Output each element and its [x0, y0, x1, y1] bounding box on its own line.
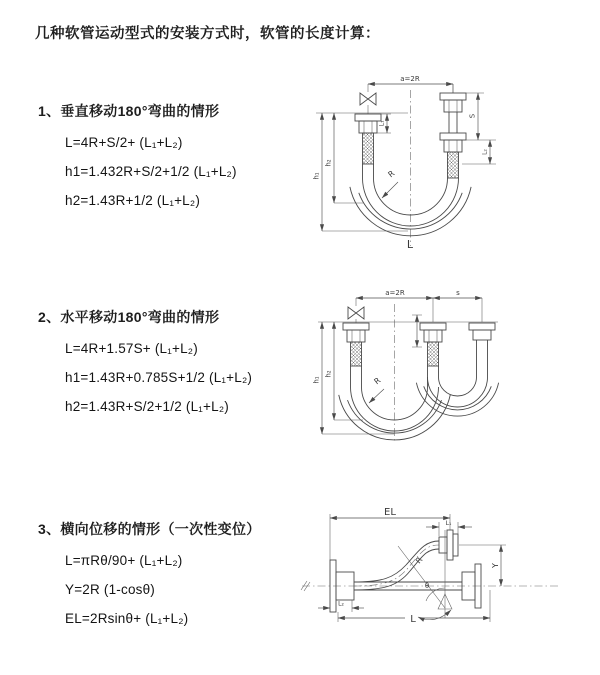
hose-fitting-left: [343, 323, 369, 366]
dim-label-l: L: [410, 614, 416, 625]
diagram-3-drawing: [298, 498, 600, 650]
formula-line: L=4R+1.57S+ (L₁+L₂): [65, 341, 198, 356]
section-2-heading: 2、水平移动180°弯曲的情形: [38, 309, 220, 325]
dim-label-h1: h₁: [312, 172, 321, 180]
valve-icon: [360, 93, 376, 114]
dim-label-h2: h₂: [324, 159, 333, 167]
diagram-lateral-displacement: [298, 498, 600, 650]
section-3-heading: 3、横向位移的情形（一次性变位）: [38, 521, 261, 537]
hose-fitting-left: [355, 114, 381, 178]
hose-fitting-middle: [420, 323, 446, 366]
formula-line: h1=1.43R+0.785S+1/2 (L₁+L₂): [65, 370, 253, 385]
section-1-heading: 1、垂直移动180°弯曲的情形: [38, 103, 220, 119]
dim-label-l2: L₂: [338, 600, 344, 608]
diagram-horizontal-180-bend: [308, 282, 540, 450]
radius-label: R: [386, 168, 397, 180]
dim-label-a2r: a=2R: [385, 289, 405, 297]
radius-label: R: [413, 555, 425, 566]
formula-line: L=πRθ/90+ (L₁+L₂): [65, 553, 183, 568]
dim-label-a2r: a=2R: [400, 75, 420, 83]
formula-line: L=4R+S/2+ (L₁+L₂): [65, 135, 183, 150]
section-horizontal-180: [38, 307, 252, 421]
radius-label: R: [372, 375, 383, 387]
section-2-formulas: [65, 334, 252, 421]
dim-label-h1: h₁: [312, 376, 321, 384]
diagram-vertical-180-bend: [308, 68, 600, 268]
formula-line: h2=1.43R+S/2+1/2 (L₁+L₂): [65, 399, 229, 414]
dim-label-l1: L₁: [378, 120, 386, 127]
formula-line: EL=2Rsinθ+ (L₁+L₂): [65, 611, 189, 626]
dim-label-s: s: [456, 289, 460, 297]
hose-u-bend-right: [416, 377, 498, 416]
section-3-formulas: [65, 546, 261, 633]
dim-label-l1: L₁: [445, 520, 452, 527]
dim-label-h2: h₂: [324, 370, 333, 378]
diagram-2-drawing: [308, 282, 540, 450]
radius-line: [398, 546, 445, 608]
valve-icon: [348, 307, 364, 323]
dim-label-l2: L₂: [481, 149, 489, 155]
diagram-1-drawing: [308, 68, 600, 268]
hose-fitting-right: [469, 323, 495, 377]
dim-label-s: S: [468, 113, 477, 119]
section-1-formulas: [65, 128, 237, 215]
formula-line: Y=2R (1-cosθ): [65, 582, 156, 597]
section-lateral-displacement: [38, 519, 261, 633]
dim-label-y: Y: [491, 563, 500, 568]
dim-label-el: EL: [384, 507, 396, 518]
formula-line: h1=1.432R+S/2+1/2 (L₁+L₂): [65, 164, 237, 179]
length-label: L: [406, 238, 414, 251]
page-title: 几种软管运动型式的安装方式时，软管的长度计算：: [35, 26, 380, 42]
formula-line: h2=1.43R+1/2 (L₁+L₂): [65, 193, 201, 208]
angle-label: θ: [424, 582, 430, 590]
section-vertical-180: [38, 101, 237, 215]
flange-upper-right: [439, 530, 458, 560]
